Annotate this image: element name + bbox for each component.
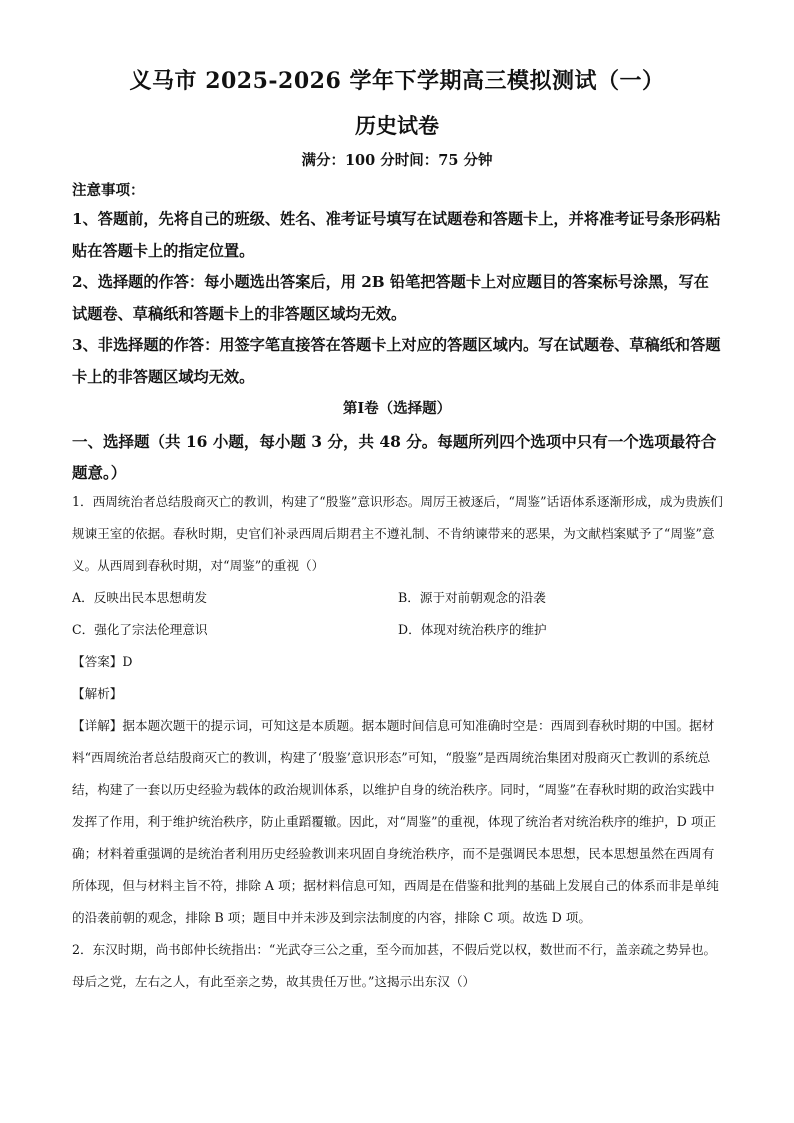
exam-title: 义马市 2025-2026 学年下学期高三模拟测试（一） bbox=[129, 68, 665, 94]
question-body bbox=[72, 486, 724, 998]
part-heading: 一、选择题（共 16 小题，每小题 3 分，共 48 分。每题所列四个选项中只有一个选项最符合题意。） bbox=[72, 432, 717, 482]
notice-item: 3、非选择题的作答：用签字笔直接答在答题卡上对应的答题区域内。写在试题卷、草稿纸和答题卡上的非答题区域均无效。 bbox=[72, 336, 721, 386]
notice-item: 2、选择题的作答：每小题选出答案后，用 2B 铅笔把答题卡上对应题目的答案标号涂黑，写在试题卷、草稿纸和答题卡上的非答题区域均无效。 bbox=[72, 273, 709, 323]
option-d: D．体现对统治秩序的维护 bbox=[398, 622, 547, 637]
subject-title: 历史试卷 bbox=[355, 113, 439, 138]
notice-block bbox=[72, 178, 724, 393]
answer-label: 【答案】D bbox=[72, 654, 133, 669]
option-b: B．源于对前朝观念的沿袭 bbox=[398, 590, 546, 605]
notice-item: 1、答题前，先将自己的班级、姓名、准考证号填写在试题卷和答题卡上，并将准考证号条形码粘贴在答题卡上的指定位置。 bbox=[72, 210, 721, 260]
notice-heading: 注意事项： bbox=[72, 182, 145, 199]
score-time-line: 满分：100 分时间：75 分钟 bbox=[301, 152, 493, 169]
question-1-stem: 1．西周统治者总结殷商灭亡的教训，构建了“殷鉴”意识形态。周厉王被逐后，“周鉴”话语体系逐渐形成，成为贵族们规谏王室的依据。春秋时期，史官们补录西周后期君主不遵礼制、不肯纳谏带来的恶果，为文献档案赋予了“周鉴”意义。从西周到春秋时期，对“周鉴”的重视（） bbox=[72, 494, 723, 573]
detail-analysis: 【详解】据本题次题干的提示词，可知这是本质题。据本题时间信息可知准确时空是：西周到春秋时期的中国。据材料“西周统治者总结殷商灭亡的教训，构建了‘殷鉴’意识形态”可知，“殷鉴”是西周统治集团对殷商灭亡教训的系统总结，构建了一套以历史经验为载体的政治规训体系，以维护自身的统治秩序。同时，“周鉴”在春秋时期的政治实践中发挥了作用，利于维护统治秩序，防止重蹈覆辙。因此，对“周鉴”的重视，体现了统治者对统治秩序的维护，D 项正确；材料着重强调的是统治者利用历史经验教训来巩固自身统治秩序，而不是强调民本思想，民本思想虽然在西周有所体现，但与材料主旨不符，排除 A 项；据材料信息可知，西周是在借鉴和批判的基础上发展自己的体系而非是单纯的沿袭前朝的观念，排除 B 项；题目中并未涉及到宗法制度的内容，排除 C 项。故选 D 项。 bbox=[72, 718, 719, 925]
question-2-stem: 2．东汉时期，尚书郎仲长统指出：“光武夺三公之重，至今而加甚，不假后党以权，数世而不行，盖亲疏之势异也。母后之党，左右之人，有此至亲之势，故其贵任万世。”这揭示出东汉（） bbox=[72, 942, 717, 989]
section-title: 第Ⅰ卷（选择题） bbox=[342, 400, 452, 417]
analysis-label: 【解析】 bbox=[72, 686, 123, 701]
question-1-options bbox=[72, 582, 724, 646]
option-c: C．强化了宗法伦理意识 bbox=[72, 622, 208, 637]
option-a: A．反映出民本思想萌发 bbox=[72, 590, 208, 605]
